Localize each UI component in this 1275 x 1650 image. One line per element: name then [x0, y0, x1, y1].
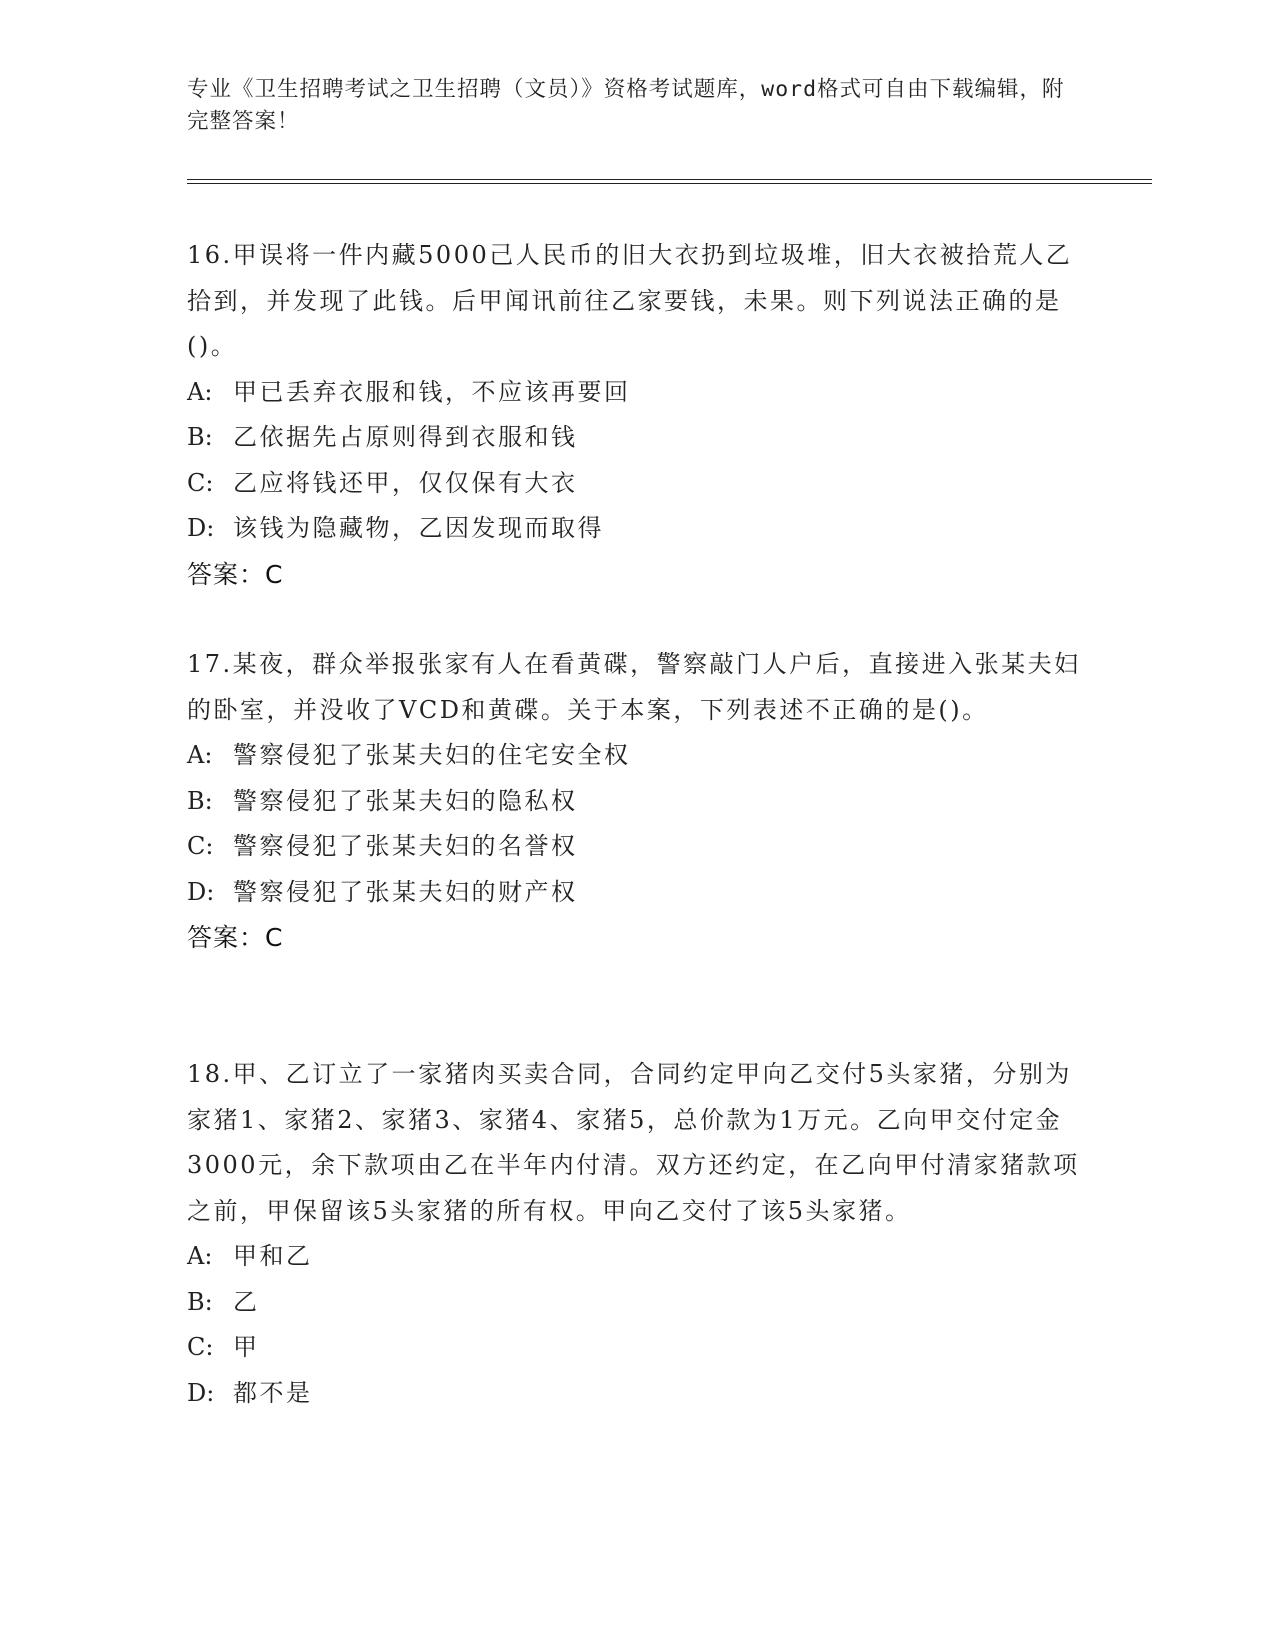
option-letter: D: [187, 877, 215, 906]
option-text: 乙依据先占原则得到衣服和钱 [233, 423, 578, 451]
question-stem: 17.某夜，群众举报张家有人在看黄碟，警察敲门人户后，直接进入张某夫妇的卧室，并没收了VCD和黄碟。关于本案，下列表述不正确的是()。 [187, 650, 1081, 724]
option-c [187, 1325, 1087, 1371]
option-letter: A: [187, 741, 213, 769]
header-divider-bottom [187, 183, 1152, 184]
option-letter: B: [187, 1287, 213, 1316]
option-text: 警察侵犯了张某夫妇的名誉权 [233, 832, 578, 860]
option-b [187, 415, 1087, 461]
option-text: 警察侵犯了张某夫妇的财产权 [233, 877, 578, 906]
option-letter: B: [187, 786, 213, 815]
option-text: 甲和乙 [233, 1242, 313, 1270]
question-18 [187, 1052, 1087, 1416]
option-letter: D: [187, 514, 215, 542]
option-text: 警察侵犯了张某夫妇的住宅安全权 [233, 741, 631, 769]
option-text: 都不是 [233, 1378, 313, 1407]
question-17 [187, 642, 1087, 961]
option-letter: B: [187, 423, 213, 451]
option-letter: D: [187, 1378, 215, 1407]
option-text: 乙 [233, 1287, 260, 1316]
option-a [187, 1234, 1087, 1280]
option-a [187, 733, 1087, 779]
option-d [187, 1371, 1087, 1417]
option-text: 该钱为隐藏物，乙因发现而取得 [233, 514, 604, 542]
question-16 [187, 233, 1087, 597]
answer-line: 答案：C [187, 923, 284, 952]
option-letter: A: [187, 377, 213, 406]
option-text: 乙应将钱还甲，仅仅保有大衣 [233, 468, 578, 497]
option-a [187, 370, 1087, 416]
option-c [187, 461, 1087, 507]
option-letter: A: [187, 1242, 213, 1270]
option-text: 甲 [233, 1333, 260, 1361]
option-letter: C: [187, 832, 214, 860]
option-b [187, 779, 1087, 825]
question-stem: 16.甲误将一件内藏5000己人民币的旧大衣扔到垃圾堆，旧大衣被拾荒人乙拾到，并发现了此钱。后甲闻讯前往乙家要钱，未果。则下列说法正确的是()。 [187, 241, 1073, 360]
option-text: 警察侵犯了张某夫妇的隐私权 [233, 786, 578, 815]
option-d [187, 870, 1087, 916]
option-d [187, 506, 1087, 552]
document-header: 专业《卫生招聘考试之卫生招聘（文员）》资格考试题库，word格式可自由下载编辑，附完整答案！ [187, 77, 1065, 134]
option-letter: C: [187, 468, 214, 497]
option-c [187, 824, 1087, 870]
option-text: 甲已丢弃衣服和钱，不应该再要回 [233, 377, 631, 406]
option-b [187, 1280, 1087, 1326]
answer-line: 答案：C [187, 559, 284, 589]
header-divider-top [187, 179, 1152, 180]
question-stem: 18.甲、乙订立了一家猪肉买卖合同，合同约定甲向乙交付5头家猪，分别为家猪1、家猪2、家猪3、家猪4、家猪5，总价款为1万元。乙向甲交付定金3000元，余下款项由乙在半年内付清。双方还约定，在乙向甲付清家猪款项之前，甲保留该5头家猪的所有权。甲向乙交付了该5头家猪。 [187, 1060, 1080, 1225]
option-letter: C: [187, 1333, 214, 1361]
